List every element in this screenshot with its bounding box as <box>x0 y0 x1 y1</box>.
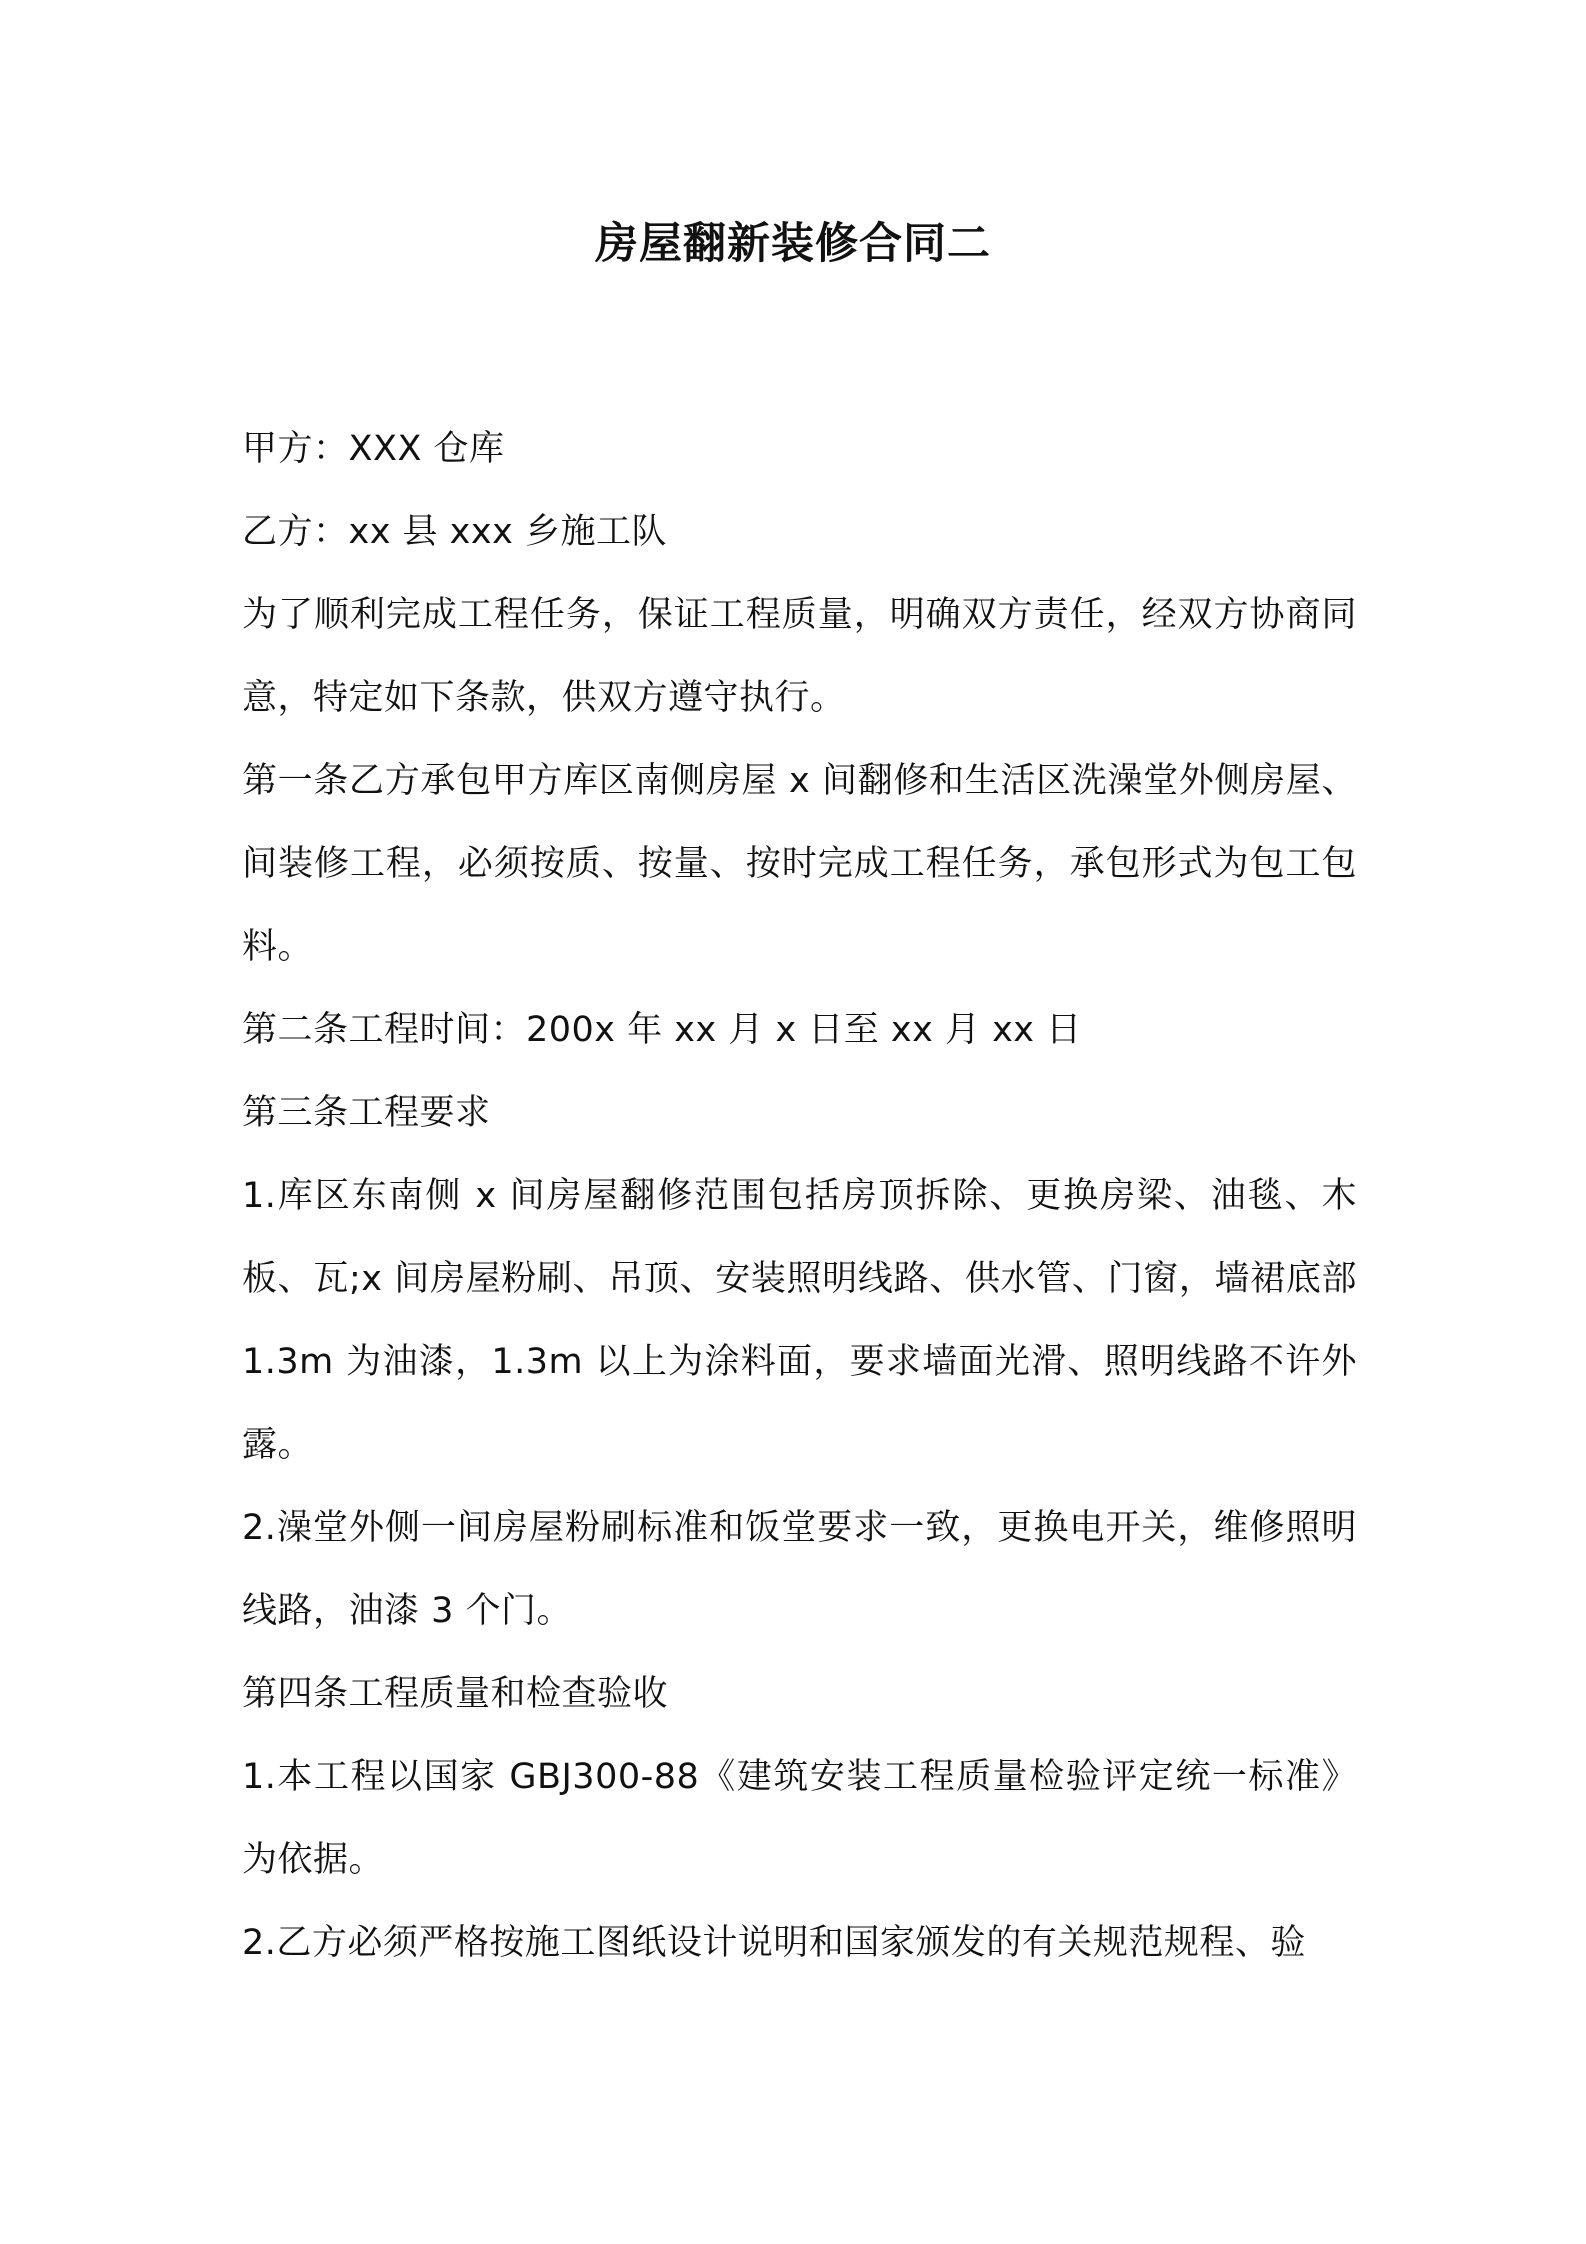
preamble-paragraph: 为了顺利完成工程任务，保证工程质量，明确双方责任，经双方协商同意，特定如下条款，供双方遵守执行。 <box>242 595 1357 718</box>
article-2-paragraph: 第二条工程时间：200x 年 xx 月 x 日至 xx 月 xx 日 <box>242 1010 1082 1050</box>
article-4-item-1: 1.本工程以国家 GBJ300-88《建筑安装工程质量检验评定统一标准》为依据。 <box>242 1757 1357 1880</box>
article-3-item-1: 1.库区东南侧 x 间房屋翻修范围包括房顶拆除、更换房梁、油毯、木板、瓦;x 间房屋粉刷、吊顶、安装照明线路、供水管、门窗，墙裙底部 1.3m 为油漆，1.3m 以上为涂料面，要求墙面光滑、照明线路不许外露。 <box>242 1176 1357 1465</box>
article-4-item-2: 2.乙方必须严格按施工图纸设计说明和国家颁发的有关规范规程、验 <box>242 1923 1306 1963</box>
article-1-paragraph: 第一条乙方承包甲方库区南侧房屋 x 间翻修和生活区洗澡堂外侧房屋、间装修工程，必须按质、按量、按时完成工程任务，承包形式为包工包料。 <box>242 761 1357 967</box>
party-b-line: 乙方：xx 县 xxx 乡施工队 <box>242 512 667 552</box>
article-3-item-2: 2.澡堂外侧一间房屋粉刷标准和饭堂要求一致，更换电开关，维修照明线路，油漆 3 个门。 <box>242 1508 1357 1631</box>
article-4-heading: 第四条工程质量和检查验收 <box>242 1674 669 1714</box>
article-3-heading: 第三条工程要求 <box>242 1093 491 1133</box>
document-title: 房屋翻新装修合同二 <box>595 219 991 269</box>
party-a-line: 甲方：XXX 仓库 <box>242 429 505 469</box>
document-body <box>242 408 1357 1985</box>
